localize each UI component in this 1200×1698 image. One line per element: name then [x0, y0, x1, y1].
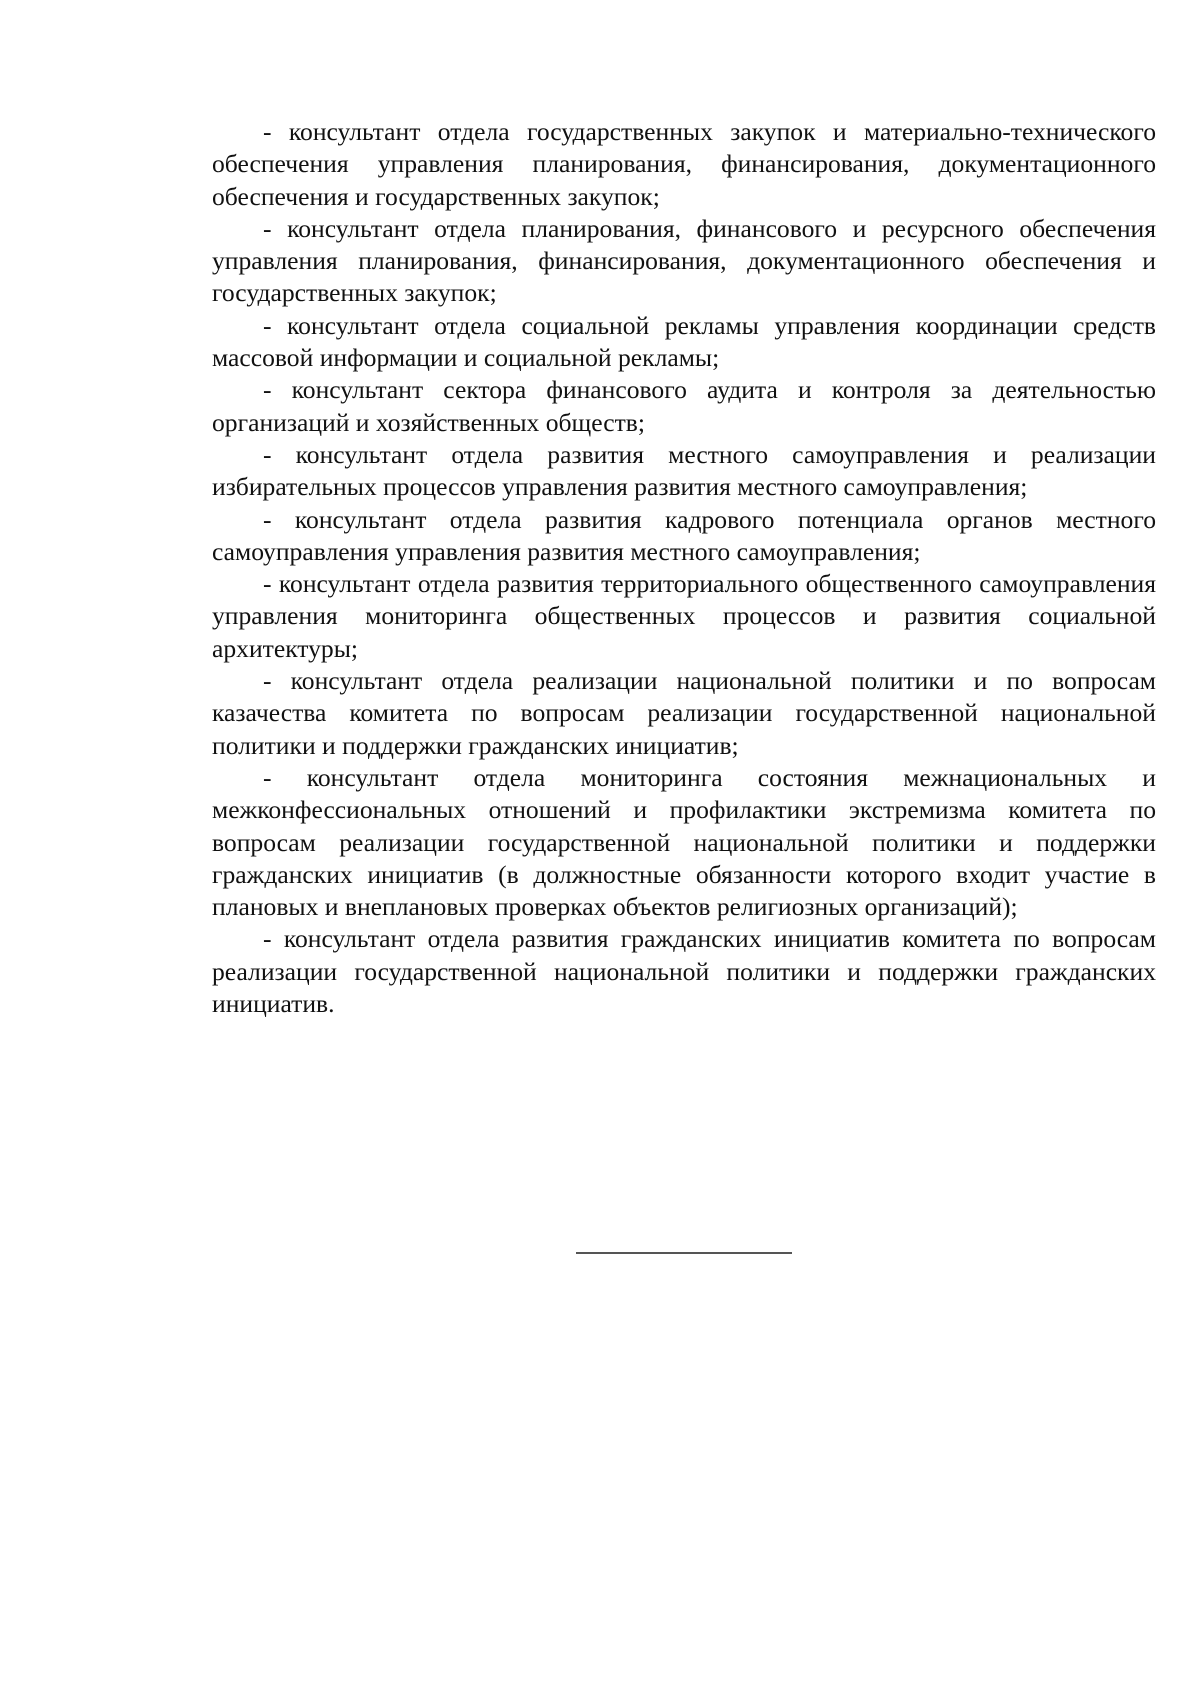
end-separator-line	[576, 1252, 792, 1254]
position-list	[212, 116, 1156, 1020]
list-item: - консультант отдела развития кадрового потенциала органов местного самоуправления управления развития местного самоуправления;	[212, 504, 1156, 566]
list-item: - консультант отдела развития территориального общественного самоуправления управления мониторинга общественных процессов и развития социальной архитектуры;	[212, 569, 1156, 663]
list-item: - консультант сектора финансового аудита и контроля за деятельностью организаций и хозяйственных обществ;	[212, 375, 1156, 437]
list-item: - консультант отдела развития гражданских инициатив комитета по вопросам реализации государственной национальной политики и поддержки гражданских инициатив.	[212, 924, 1156, 1019]
list-item: - консультант отдела социальной рекламы управления координации средств массовой информации и социальной рекламы;	[212, 310, 1156, 373]
list-item: - консультант отдела планирования, финансового и ресурсного обеспечения управления планирования, финансирования, документационного обеспечения и государственных закупок;	[212, 213, 1156, 308]
list-item: - консультант отдела развития местного самоуправления и реализации избирательных процессов управления развития местного самоуправления;	[212, 439, 1156, 502]
list-item: - консультант отдела государственных закупок и материально-технического обеспечения управления планирования, финансирования, документационного обеспечения и государственных закупок;	[212, 117, 1156, 211]
list-item: - консультант отдела мониторинга состояния межнациональных и межконфессиональных отношений и профилактики экстремизма комитета по вопросам реализации государственной национальной политики и поддержки гражданских инициатив (в должностные обязанности которого входит участие в плановых и внеплановых проверках объектов религиозных организаций);	[212, 762, 1156, 922]
list-item: - консультант отдела реализации национальной политики и по вопросам казачества комитета по вопросам реализации государственной национальной политики и поддержки гражданских инициатив;	[212, 666, 1156, 760]
